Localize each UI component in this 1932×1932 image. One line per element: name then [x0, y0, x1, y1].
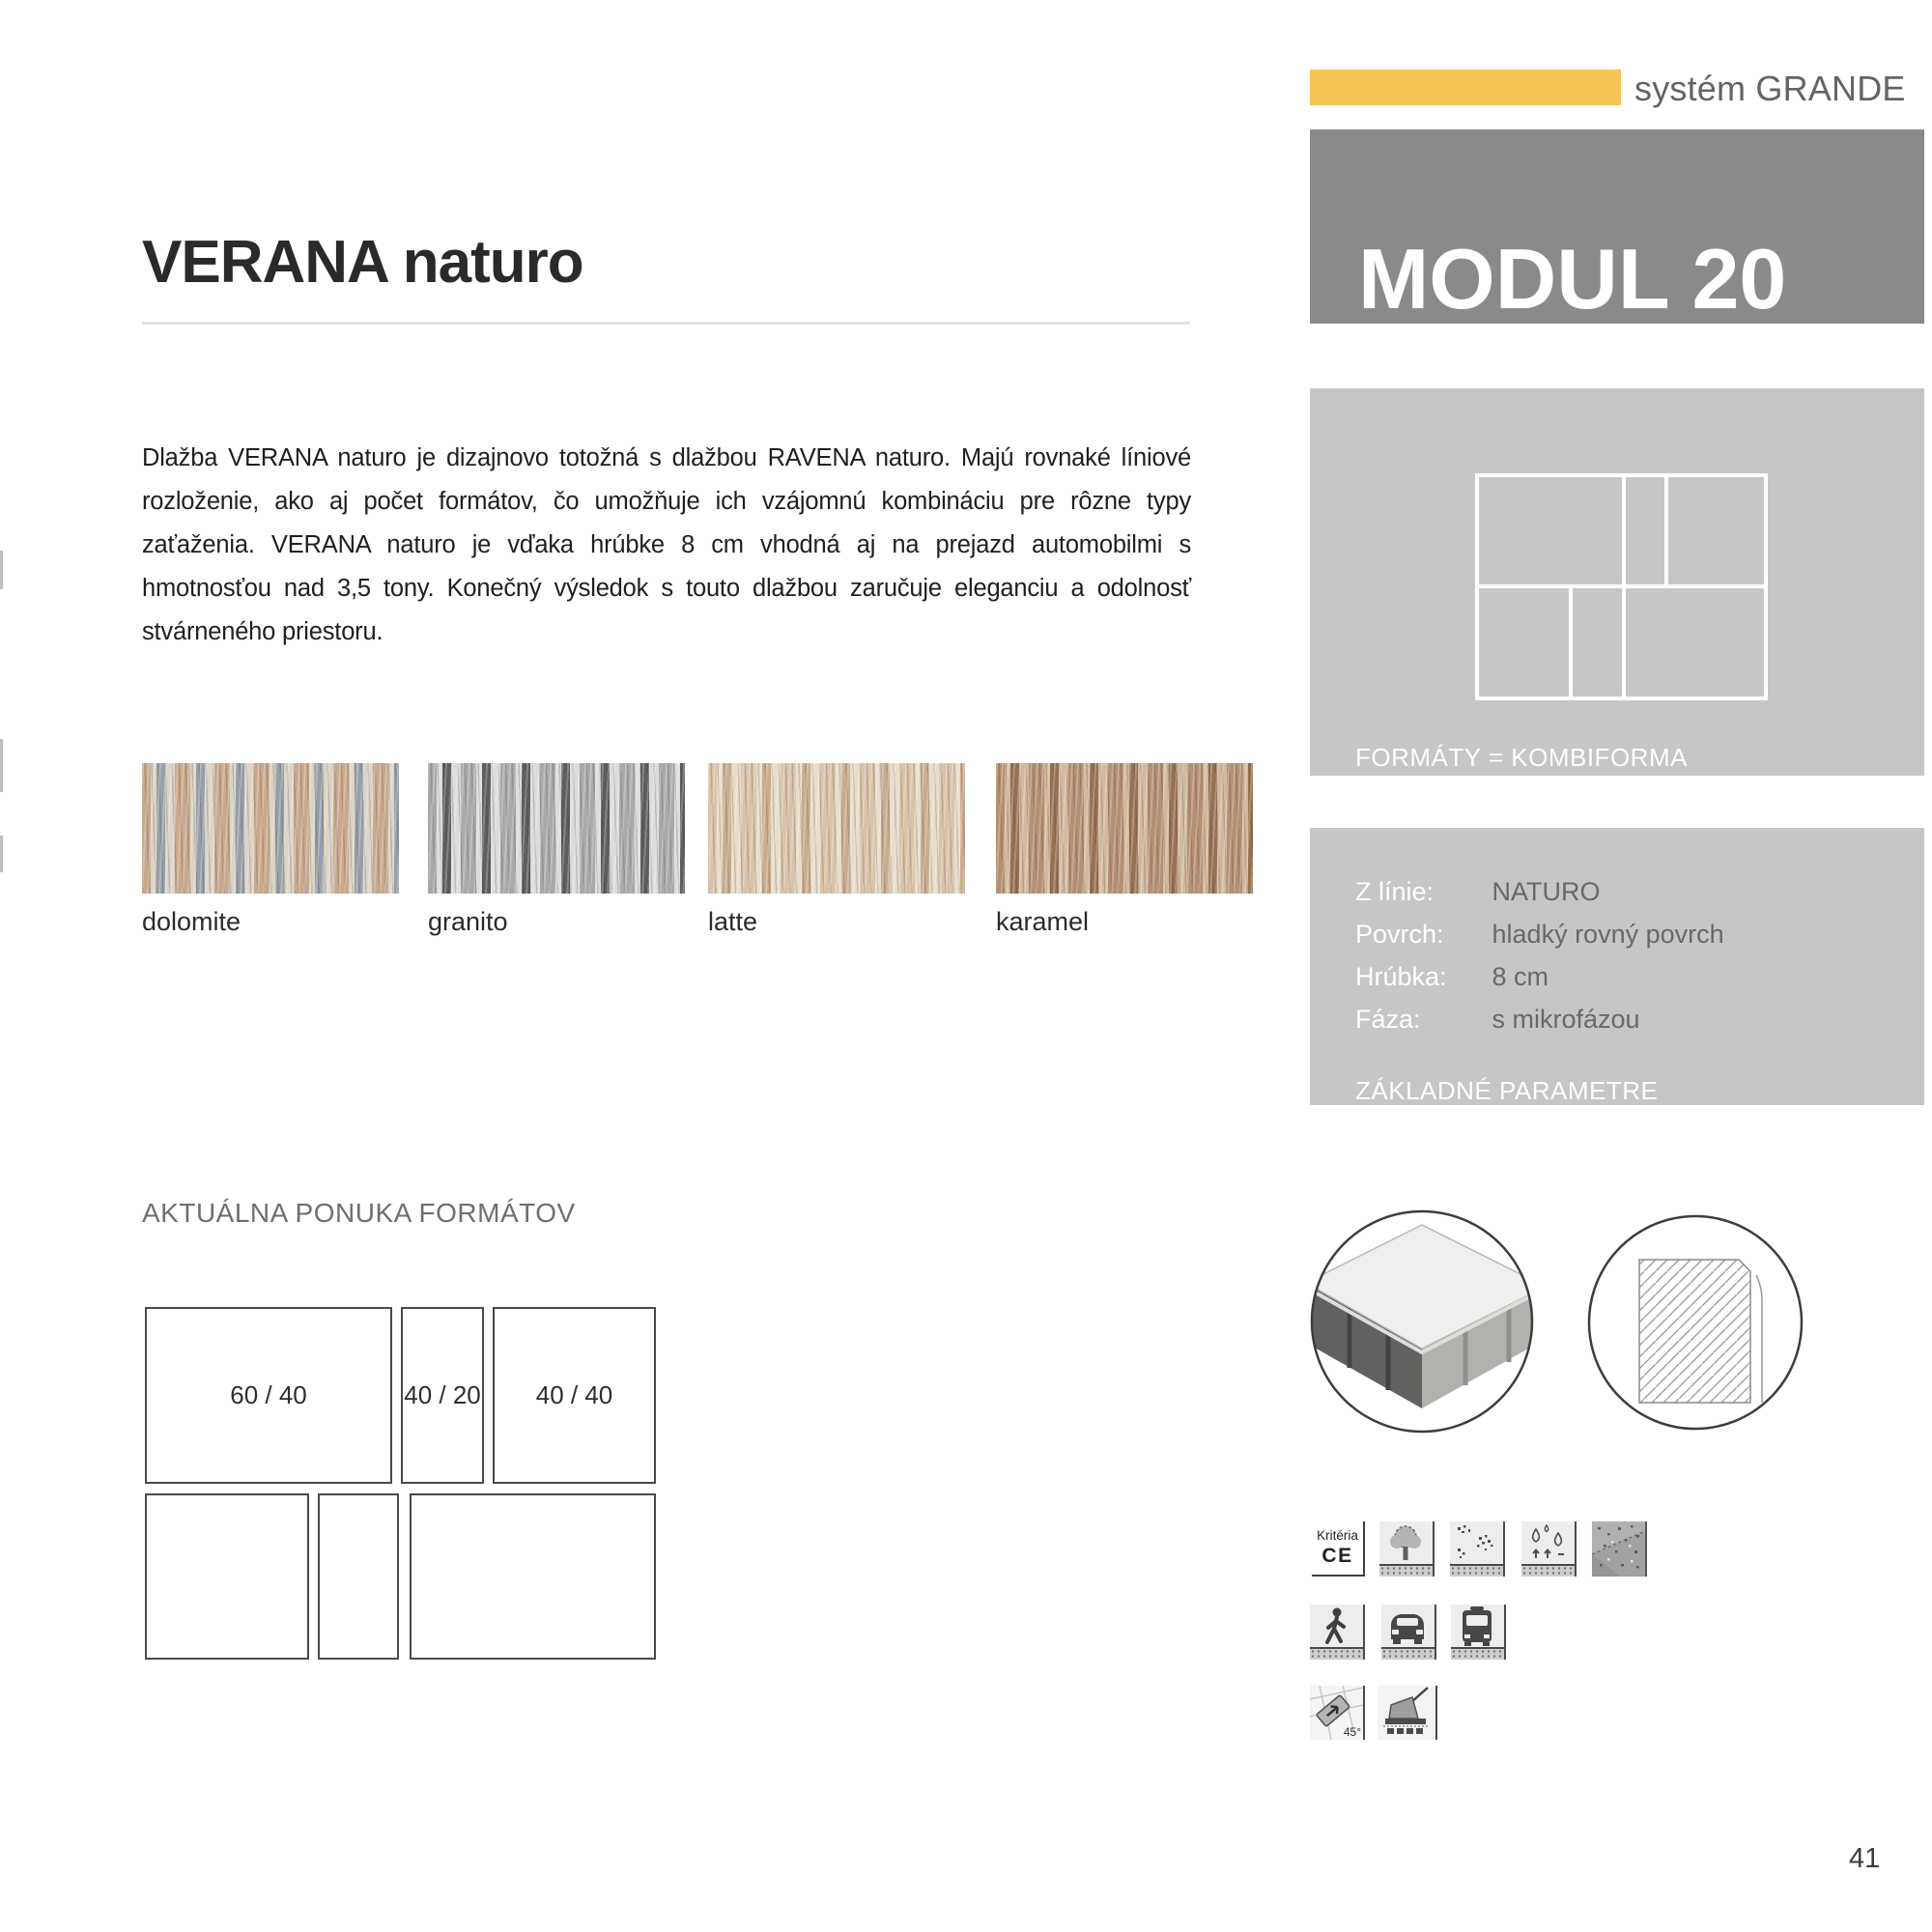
swatch-label: granito — [428, 907, 508, 936]
parameters-caption: ZÁKLADNÉ PARAMETRE — [1355, 1076, 1659, 1105]
format-label: 40 / 40 — [535, 1380, 613, 1409]
swatch-granito — [428, 763, 685, 937]
page-number: 41 — [1849, 1843, 1881, 1874]
swatch-image-karamel — [996, 763, 1253, 894]
format-box-40x20 — [401, 1307, 484, 1484]
param-label: Z línie: — [1355, 877, 1435, 906]
format-box-40x40 — [493, 1307, 656, 1484]
bus-icon — [1451, 1605, 1506, 1660]
scatter-debris-icon — [1450, 1521, 1505, 1577]
ground-hatch — [1521, 1564, 1575, 1577]
title-divider — [142, 322, 1190, 325]
param-value: NATURO — [1492, 877, 1601, 906]
paver-isometric-detail — [1306, 1208, 1538, 1439]
kombiforma-caption: FORMÁTY = KOMBIFORMA — [1355, 743, 1688, 772]
paver-profile-detail — [1586, 1213, 1804, 1432]
page-title: VERANA naturo — [142, 229, 583, 296]
criteria-label: Kritéria — [1317, 1528, 1358, 1543]
param-row — [1355, 877, 1601, 906]
ground-hatch — [1310, 1647, 1363, 1660]
param-row — [1355, 920, 1724, 949]
module-title: MODUL 20 — [1358, 231, 1787, 324]
param-row — [1355, 1005, 1640, 1034]
kombiforma-diagram — [1475, 473, 1768, 700]
format-label: 40 / 20 — [404, 1380, 481, 1409]
swatch-label: dolomite — [142, 907, 242, 936]
pedestrian-icon — [1310, 1605, 1365, 1660]
car-icon — [1381, 1605, 1436, 1660]
ground-hatch — [1379, 1564, 1433, 1577]
accent-bar — [1310, 70, 1621, 105]
format-box-blank-2 — [318, 1493, 399, 1660]
swatch-image-dolomite — [142, 763, 399, 894]
format-box-blank-3 — [410, 1493, 656, 1660]
swatch-karamel — [996, 763, 1253, 937]
angle-label: 45° — [1343, 1725, 1361, 1739]
ce-criteria-badge — [1312, 1521, 1365, 1577]
scan-artifact — [0, 739, 3, 792]
ground-hatch — [1451, 1647, 1504, 1660]
kombiforma-panel — [1310, 388, 1924, 776]
swatch-label: latte — [708, 907, 758, 936]
ground-hatch — [1450, 1564, 1503, 1577]
water-drops-icon — [1521, 1521, 1577, 1577]
param-row — [1355, 962, 1548, 991]
module-banner — [1310, 129, 1924, 324]
param-label: Povrch: — [1355, 920, 1444, 949]
param-label: Fáza: — [1355, 1005, 1421, 1034]
plate-compactor-icon — [1378, 1686, 1437, 1740]
ce-mark: CE — [1321, 1545, 1353, 1567]
param-label: Hrúbka: — [1355, 962, 1447, 991]
ground-hatch — [1381, 1647, 1435, 1660]
tree-icon — [1379, 1521, 1435, 1577]
brand-label: systém GRANDE — [1634, 69, 1906, 108]
scan-artifact — [0, 551, 3, 589]
swatch-image-granito — [428, 763, 685, 894]
swatch-label: karamel — [996, 907, 1090, 936]
formats-heading: AKTUÁLNA PONUKA FORMÁTOV — [142, 1198, 576, 1228]
format-box-blank-1 — [145, 1493, 309, 1660]
swatch-dolomite — [142, 763, 399, 937]
scan-artifact — [0, 836, 3, 872]
swatch-image-latte — [708, 763, 965, 894]
swatch-latte — [708, 763, 965, 937]
laying-45-icon — [1310, 1686, 1365, 1740]
format-box-60x40 — [145, 1307, 392, 1484]
product-description: Dlažba VERANA naturo je dizajnovo totožná s dlažbou RAVENA naturo. Majú rovnaké líniové rozloženie, ako aj počet formátov, čo umožňuje ich vzájomnú kombináciu pre rôzne typy zaťaženia. VERANA naturo je vďaka hrúbke 8 cm vhodná aj na prejazd automobilmi s hmotnosťou nad 3,5 tony. Konečný výsledok s touto dlažbou zaručuje eleganciu a odolnosť stvárneného priestoru. — [142, 444, 1191, 645]
param-value: 8 cm — [1492, 962, 1549, 991]
parameters-panel — [1310, 828, 1924, 1105]
format-label: 60 / 40 — [230, 1380, 307, 1409]
param-value: s mikrofázou — [1492, 1005, 1640, 1034]
surface-texture-icon — [1592, 1521, 1647, 1577]
param-value: hladký rovný povrch — [1492, 920, 1724, 949]
